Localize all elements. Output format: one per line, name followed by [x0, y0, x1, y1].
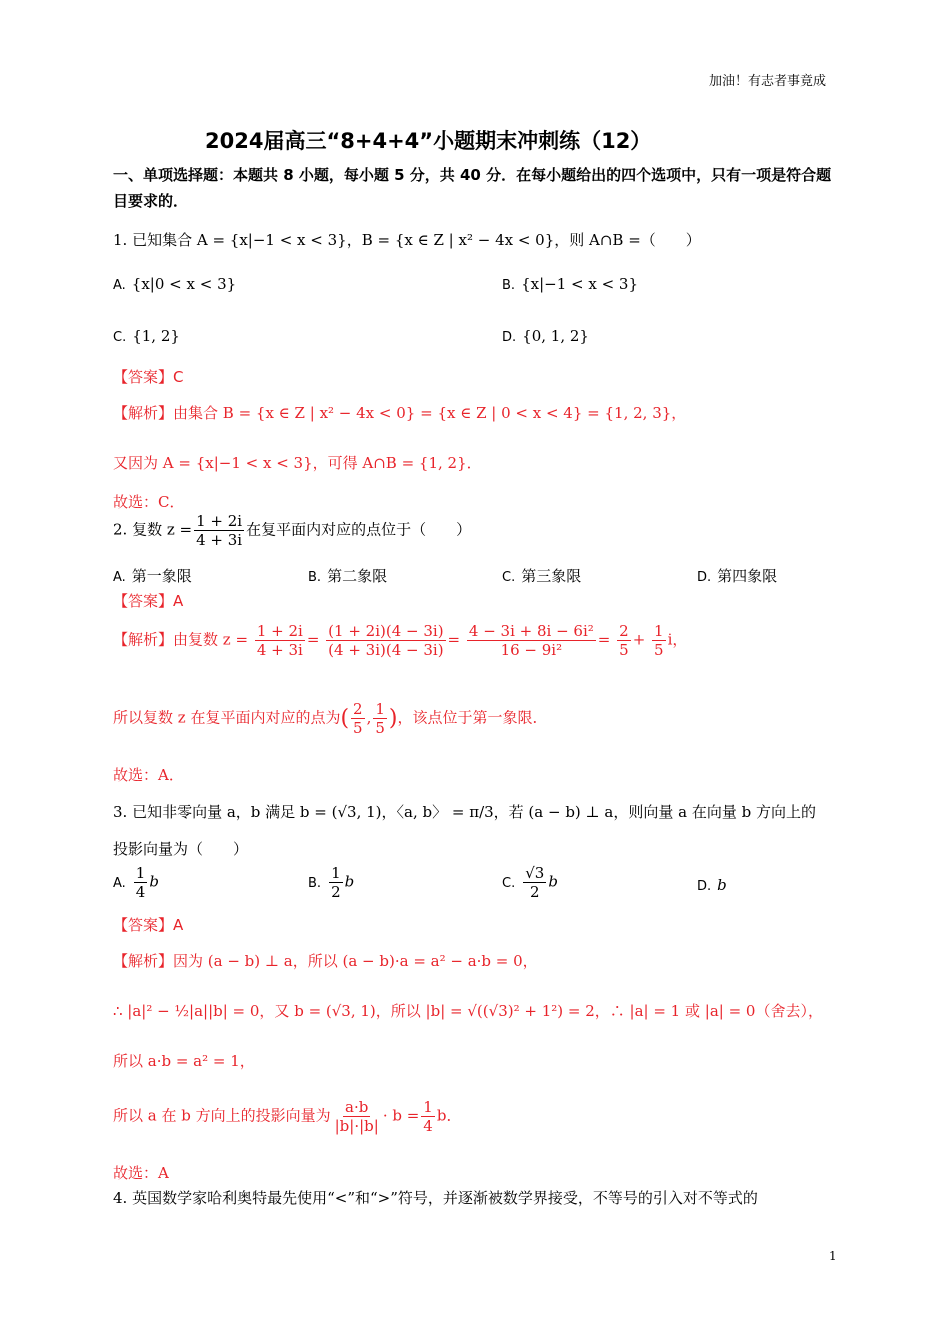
q2-frac-2-den: (4 + 3i)(4 − 3i): [328, 641, 444, 659]
q3-answer-value: A: [173, 916, 184, 934]
q3-analysis-text1: 因为 (a − b) ⊥ a，所以 (a − b)·a = a² − a·b = 0，: [173, 952, 538, 970]
q1-option-b-text: {x|−1 < x < 3}: [521, 275, 638, 293]
q2-stem-den: 4 + 3i: [196, 531, 243, 549]
q2-analysis-line2: 所以复数 z 在复平面内对应的点为( $\frac{2}{5}$ , $\frac{1}{5}$ )，该点位于第一象限．: [113, 700, 548, 737]
q2-option-a-text: 第一象限: [131, 567, 192, 585]
q2-frac-5: [652, 622, 666, 659]
q2-analysis-pre: 由复数 z =: [173, 630, 249, 649]
q1-option-a: A. {x|0 < x < 3}: [113, 275, 237, 293]
q3-option-b: B. $\frac{1}{2}$ b: [308, 864, 355, 901]
page-number: 1: [829, 1249, 837, 1263]
q2-analysis-line1: 【解析】由复数 z = $\frac{1 + 2i}{4 + 3i}$ = $\frac{(1 + 2i)(4 - 3i)}{(4 + 3i)(4 - 3i)}$ = $\frac{\text{4 − 3i + 8i − 6i²}}{\text{16 − 9i²}}$ = $\frac{2}{5}$ + $\frac{1}{5}$ i，: [113, 622, 688, 659]
q2-point-x-num: 2: [353, 700, 363, 718]
q2-frac-1-num: 1 + 2i: [256, 622, 303, 640]
q3-option-c-den: 2: [530, 883, 540, 901]
q2-conclusion: 故选：A．: [113, 766, 184, 784]
q2-option-b: B. 第二象限: [308, 567, 388, 585]
question-3-stem-line1: 3. 已知非零向量 a，b 满足 b = (√3, 1)，〈a, b〉 = π/3，若 (a − b) ⊥ a，则向量 a 在向量 b 方向上的: [113, 803, 816, 821]
q3-option-c: C. $\frac{√3}{2}$ b: [502, 864, 558, 901]
q2-stem-pre: 2. 复数 z =: [113, 520, 193, 539]
q3-answer-label: 【答案】: [113, 916, 174, 934]
q1-answer: [113, 366, 184, 387]
q2-stem-fraction: [194, 512, 244, 549]
q1-option-c-text: {1, 2}: [132, 327, 180, 345]
q2-point-x: [351, 700, 365, 737]
q3-analysis4-mid: · b =: [382, 1106, 420, 1125]
question-3-stem-line2: 投影向量为（ ）: [113, 840, 249, 858]
q3-option-d: D. b: [697, 876, 727, 894]
q2-stem-post: 在复平面内对应的点位于（ ）: [246, 520, 472, 539]
q2-frac-4: [617, 622, 631, 659]
question-1-stem: 1. 已知集合 A = {x|−1 < x < 3}，B = {x ∈ Z | x² − 4x < 0}，则 A∩B =（ ）: [113, 231, 701, 249]
q3-analysis-line1: [113, 950, 538, 971]
q2-frac-3-num: 4 − 3i + 8i − 6i²: [468, 622, 594, 640]
q3-result-frac: [421, 1098, 435, 1135]
q3-option-b-num: 1: [331, 864, 341, 882]
q2-frac-5-num: 1: [654, 622, 664, 640]
q3-option-b-frac: [329, 864, 343, 901]
q3-option-c-vector: b: [548, 872, 558, 891]
q3-projection-frac: [333, 1098, 381, 1135]
question-4-stem: 4. 英国数学家哈利奥特最先使用“<”和“>”符号，并逐渐被数学界接受，不等号的引入对不等式的: [113, 1189, 758, 1207]
q2-point-y-num: 1: [375, 700, 385, 718]
q1-option-d-text: {0, 1, 2}: [522, 327, 589, 345]
q2-answer-label: 【答案】: [113, 592, 174, 610]
q2-option-c-text: 第三象限: [521, 567, 582, 585]
q2-point-y: [373, 700, 387, 737]
q3-answer: [113, 914, 183, 935]
q2-frac-5-den: 5: [654, 641, 664, 659]
q2-answer: [113, 590, 183, 611]
q1-analysis-line1: [113, 402, 686, 423]
q3-result-num: 1: [423, 1098, 433, 1116]
q3-option-b-vector: b: [344, 872, 355, 891]
page-title: 2024届高三“8+4+4”小题期末冲刺练（12）: [205, 129, 652, 153]
q1-analysis-text1: 由集合 B = {x ∈ Z | x² − 4x < 0} = {x ∈ Z | 0 < x < 4} = {1, 2, 3}，: [173, 404, 687, 422]
q3-option-a-frac: [134, 864, 148, 901]
q1-option-d: D. {0, 1, 2}: [502, 327, 589, 345]
q2-answer-value: A: [173, 592, 184, 610]
q2-point-y-den: 5: [375, 719, 385, 737]
q3-option-d-vector: b: [717, 876, 727, 894]
q3-projection-den: |b|·|b|: [334, 1117, 379, 1135]
q3-option-b-den: 2: [331, 883, 341, 901]
q2-analysis2-pre: 所以复数 z 在复平面内对应的点为: [113, 708, 341, 727]
q1-answer-label: 【答案】: [113, 368, 174, 386]
q3-analysis4-post: b．: [436, 1106, 462, 1125]
q2-analysis-tail: i，: [667, 630, 688, 649]
q3-option-a-den: 4: [135, 883, 146, 901]
q3-analysis-line2: ∴ |a|² − ½|a||b| = 0，又 b = (√3, 1)，所以 |b| = √((√3)² + 1²) = 2，∴ |a| = 1 或 |a| = 0（舍去），: [113, 1002, 823, 1020]
q1-option-a-text: {x|0 < x < 3}: [131, 275, 237, 293]
q2-frac-4-num: 2: [619, 622, 629, 640]
q1-analysis-line2: 又因为 A = {x|−1 < x < 3}，可得 A∩B = {1, 2}．: [113, 454, 482, 472]
header-motto: 加油！有志者事竟成: [709, 74, 827, 89]
q3-result-den: 4: [423, 1117, 433, 1135]
q1-option-c: C. {1, 2}: [113, 327, 180, 345]
q2-frac-3-den: 16 − 9i²: [500, 641, 563, 659]
q2-option-c: C. 第三象限: [502, 567, 582, 585]
q2-frac-2: [326, 622, 445, 659]
q2-frac-4-den: 5: [619, 641, 629, 659]
q3-option-c-frac: [523, 864, 546, 901]
q1-analysis-label: 【解析】: [113, 404, 174, 422]
q3-option-a-vector: b: [149, 872, 159, 891]
q3-option-c-num: √3: [525, 864, 545, 882]
question-2-stem: [113, 512, 471, 549]
q2-analysis2-post: ，该点位于第一象限．: [397, 708, 548, 727]
q2-option-d: D. 第四象限: [697, 567, 778, 585]
q3-projection-num: a·b: [345, 1098, 369, 1116]
q3-analysis-line4: [113, 1098, 461, 1135]
q2-option-a: A. 第一象限: [113, 567, 192, 585]
q2-frac-3: [467, 622, 596, 659]
q2-stem-num: 1 + 2i: [196, 512, 243, 530]
q2-frac-2-num: (1 + 2i)(4 − 3i): [328, 622, 444, 640]
q2-point-x-den: 5: [353, 719, 363, 737]
q3-option-a-num: 1: [135, 864, 146, 882]
q3-analysis4-pre: 所以 a 在 b 方向上的投影向量为: [113, 1106, 331, 1125]
q2-option-d-text: 第四象限: [717, 567, 778, 585]
q2-analysis-label: 【解析】: [113, 630, 174, 649]
q2-frac-1: [255, 622, 305, 659]
q3-analysis-line3: 所以 a·b = a² = 1，: [113, 1052, 255, 1070]
q1-option-b: B. {x|−1 < x < 3}: [502, 275, 638, 293]
q3-conclusion: 故选：A: [113, 1164, 169, 1182]
q1-answer-value: C: [173, 368, 184, 386]
q3-analysis-label: 【解析】: [113, 952, 174, 970]
q2-frac-1-den: 4 + 3i: [256, 641, 303, 659]
q3-option-a: A. $\frac{1}{4}$ b: [113, 864, 159, 901]
q1-conclusion: 故选：C．: [113, 493, 185, 511]
section-heading: 一、单项选择题：本题共 8 小题，每小题 5 分，共 40 分．在每小题给出的四个选项中，只有一项是符合题目要求的．: [113, 166, 832, 210]
q2-option-b-text: 第二象限: [327, 567, 388, 585]
